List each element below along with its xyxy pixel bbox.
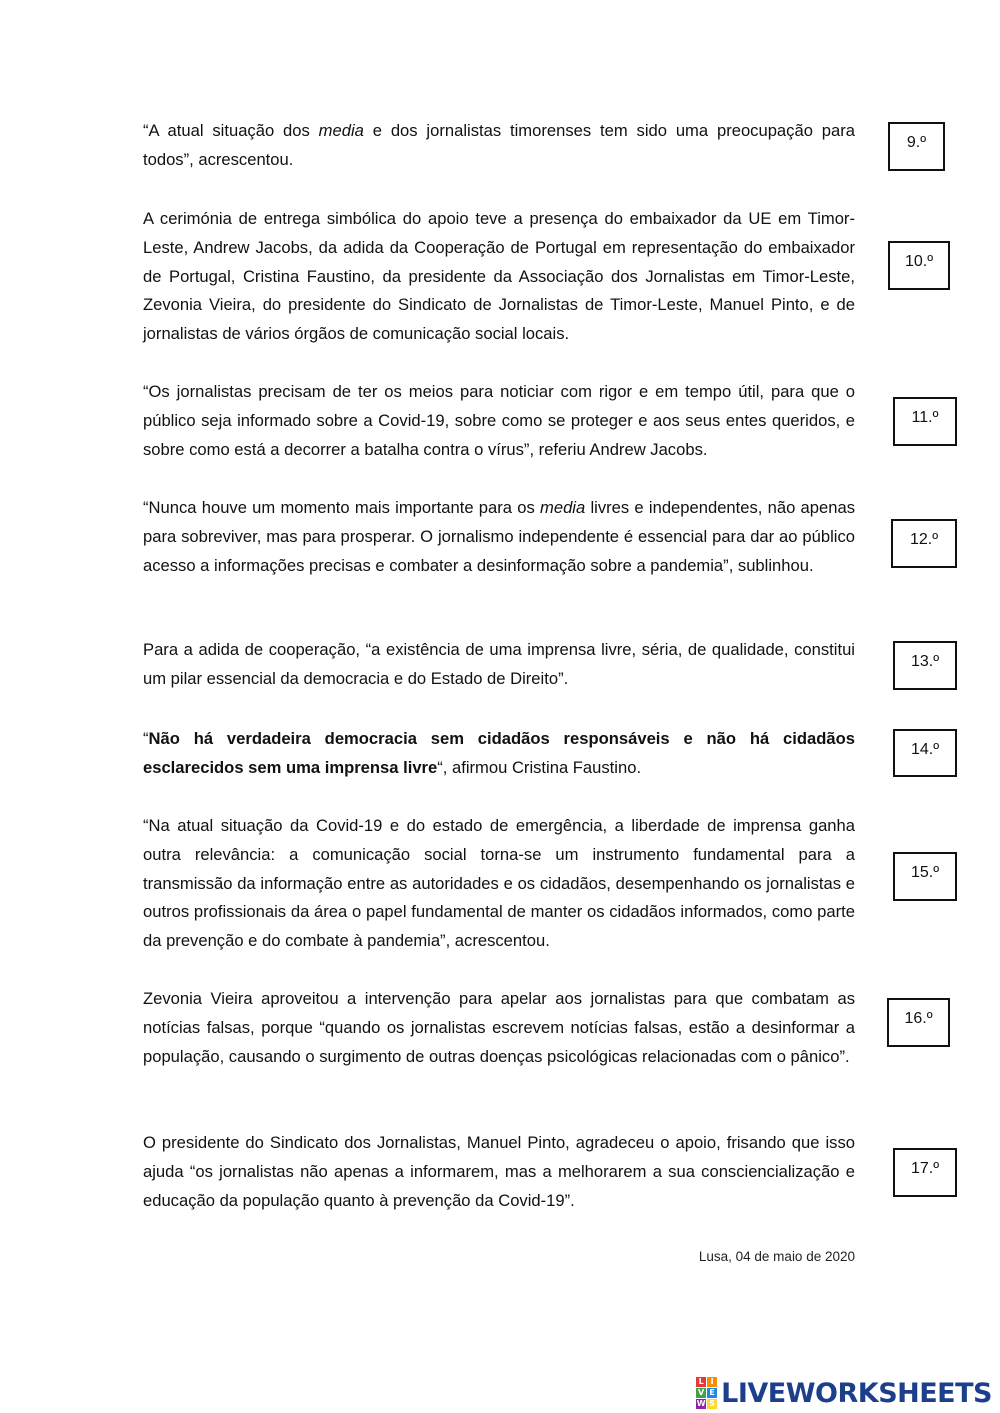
answer-box-15[interactable]: 15.º — [893, 852, 957, 901]
paragraph-4 — [143, 494, 855, 580]
paragraph-text: “Nunca houve um momento mais importante para os — [143, 498, 541, 517]
paragraph-text: media — [540, 498, 586, 517]
logo-letter: W — [696, 1399, 706, 1408]
paragraph-text: Não há verdadeira democracia sem cidadãos responsáveis e não há cidadãos esclarecidos sem uma imprensa livre — [143, 729, 855, 777]
logo-letter: E — [707, 1388, 717, 1398]
answer-box-10[interactable]: 10.º — [888, 241, 950, 290]
answer-box-13[interactable]: 13.º — [893, 641, 957, 690]
paragraph-text: media — [318, 121, 364, 140]
paragraph-2 — [143, 205, 855, 349]
paragraph-text: O presidente do Sindicato dos Jornalistas, Manuel Pinto, agradeceu o apoio, frisando que isso ajuda “os jornalistas não apenas a informarem, mas a melhorarem a sua consciencialização e educação da população quanto à prevenção da Covid-19”. — [143, 1133, 855, 1210]
logo-letter: V — [698, 1388, 705, 1397]
paragraph-text: “ — [143, 729, 149, 748]
paragraph-text: “Na atual situação da Covid-19 e do estado de emergência, a liberdade de imprensa ganha outra relevância: a comunicação social torna-se um instrumento fundamental para a transmissão da informação entre as autoridades e os cidadãos, desempenhando os jornalistas e outros profissionais da área o papel fundamental de manter os cidadãos informados, como parte da prevenção e do combate à pandemia”, acrescentou. — [143, 816, 855, 951]
paragraph-text: “Os jornalistas precisam de ter os meios para noticiar com rigor e em tempo útil, para que o público seja informado sobre a Covid-19, sobre como se proteger e aos seus entes queridos, e sobre como está a decorrer a batalha contra o vírus”, referiu Andrew Jacobs. — [143, 382, 855, 459]
answer-box-16[interactable]: 16.º — [887, 998, 950, 1047]
answer-box-17[interactable]: 17.º — [893, 1148, 957, 1197]
paragraph-text: “A atual situação dos — [143, 121, 319, 140]
paragraph-6 — [143, 725, 855, 783]
paragraph-5 — [143, 636, 855, 694]
paragraph-text: livres e independentes, não apenas para sobreviver, mas para prosperar. O jornalismo independente é essencial para dar ao público acesso a informações precisas e combater a desinformação sobre a pandemia”, sublinhou. — [143, 498, 856, 575]
paragraph-8 — [143, 985, 855, 1071]
paragraph-text: “, afirmou Cristina Faustino. — [437, 757, 642, 777]
paragraph-7 — [143, 812, 855, 956]
paragraph-text: Zevonia Vieira aproveitou a intervenção para apelar aos jornalistas para que combatam as notícias falsas, porque “quando os jornalistas escrevem notícias falsas, estão a desinformar a população, causando o surgimento de outras doenças psicológicas relacionadas com o pânico”. — [143, 989, 855, 1066]
logo-letter: S — [707, 1399, 717, 1409]
answer-box-12[interactable]: 12.º — [891, 519, 957, 568]
paragraph-text: A cerimónia de entrega simbólica do apoio teve a presença do embaixador da UE em Timor-Leste, Andrew Jacobs, da adida da Cooperação de Portugal em representação do embaixador de Portugal, Cristina Faustino, da presidente da Associação dos Jornalistas em Timor-Leste, Zevonia Vieira, do presidente do Sindicato de Jornalistas de Timor-Leste, Manuel Pinto, e de jornalistas de vários órgãos de comunicação social locais. — [143, 209, 855, 344]
logo-mark-icon — [696, 1377, 717, 1409]
logo-text: LIVEWORKSHEETS — [721, 1377, 992, 1409]
answer-box-14[interactable]: 14.º — [893, 729, 957, 777]
paragraph-text: Para a adida de cooperação, “a existência de uma imprensa livre, séria, de qualidade, constitui um pilar essencial da democracia e do Estado de Direito”. — [143, 640, 855, 688]
answer-box-11[interactable]: 11.º — [893, 397, 957, 446]
logo-letter: L — [696, 1377, 706, 1387]
paragraph-3 — [143, 378, 855, 464]
source-date: Lusa, 04 de maio de 2020 — [698, 1249, 855, 1264]
paragraph-text: e dos jornalistas timorenses tem sido uma preocupação para todos”, acrescentou. — [143, 121, 855, 169]
logo-letter: I — [707, 1377, 717, 1387]
paragraph-9 — [143, 1129, 855, 1215]
paragraph-1 — [143, 117, 855, 175]
answer-box-9[interactable]: 9.º — [888, 122, 945, 171]
liveworksheets-logo — [696, 1377, 992, 1409]
